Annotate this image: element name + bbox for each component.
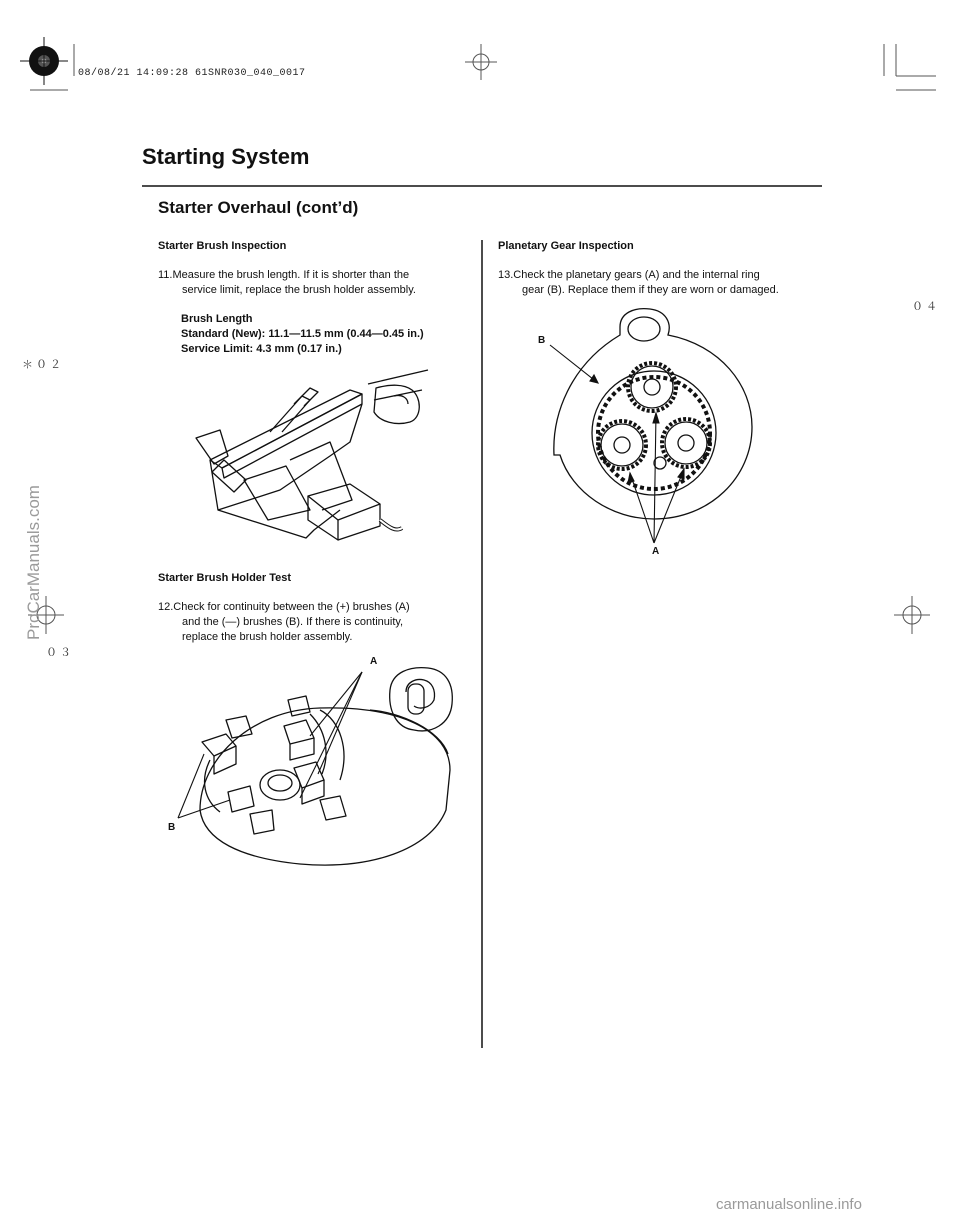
spec-title: Brush Length	[181, 313, 253, 325]
step-text: gear (B). Replace them if they are worn or damaged.	[522, 284, 779, 296]
margin-mark-left-mid: ＊０２	[22, 360, 64, 372]
step-text: and the (—) brushes (B). If there is continuity,	[182, 616, 404, 628]
page-subtitle: Starter Overhaul (cont’d)	[158, 198, 359, 217]
crosshair-icon	[894, 596, 930, 634]
print-stamp: 08/08/21 14:09:28 61SNR030_040_0017	[78, 68, 306, 79]
step-text: Check for continuity between the (+) brushes (A)	[173, 601, 410, 613]
watermark-left: ProCarManuals.com	[24, 485, 43, 640]
step-number: 13.	[498, 269, 514, 281]
step-text: Check the planetary gears (A) and the internal ring	[513, 269, 760, 281]
step-number: 11.	[158, 269, 173, 281]
margin-mark-left-low: ０３	[46, 648, 74, 660]
page-title: Starting System	[142, 144, 310, 169]
spec-standard: Standard (New): 11.1—11.5 mm (0.44—0.45 in.)	[181, 328, 424, 340]
step-11	[158, 268, 468, 298]
brush-holder-illustration	[170, 650, 460, 880]
step-text: replace the brush holder assembly.	[182, 631, 353, 643]
callout-label-b: B	[168, 822, 176, 833]
callout-label-b: B	[538, 335, 546, 346]
brush-length-spec	[181, 312, 424, 357]
registration-target-icon	[20, 37, 68, 85]
step-12	[158, 600, 478, 645]
section-heading-planetary: Planetary Gear Inspection	[498, 240, 634, 252]
section-heading-brush-holder-test: Starter Brush Holder Test	[158, 572, 292, 584]
caliper-brush-illustration	[190, 360, 450, 560]
section-heading-brush-inspection: Starter Brush Inspection	[158, 240, 287, 252]
callout-label-a: A	[652, 546, 660, 557]
margin-mark-right-top: ０４	[912, 302, 940, 314]
crosshair-icon	[465, 44, 497, 80]
step-13	[498, 268, 818, 298]
callout-label-a: A	[370, 656, 378, 667]
step-number: 12.	[158, 601, 174, 613]
planetary-gear-illustration	[550, 305, 760, 535]
spec-service-limit: Service Limit: 4.3 mm (0.17 in.)	[181, 343, 342, 355]
footer-watermark: carmanualsonline.info	[716, 1196, 862, 1213]
step-text: Measure the brush length. If it is shorter than the	[172, 269, 410, 281]
step-text: service limit, replace the brush holder assembly.	[182, 284, 416, 296]
